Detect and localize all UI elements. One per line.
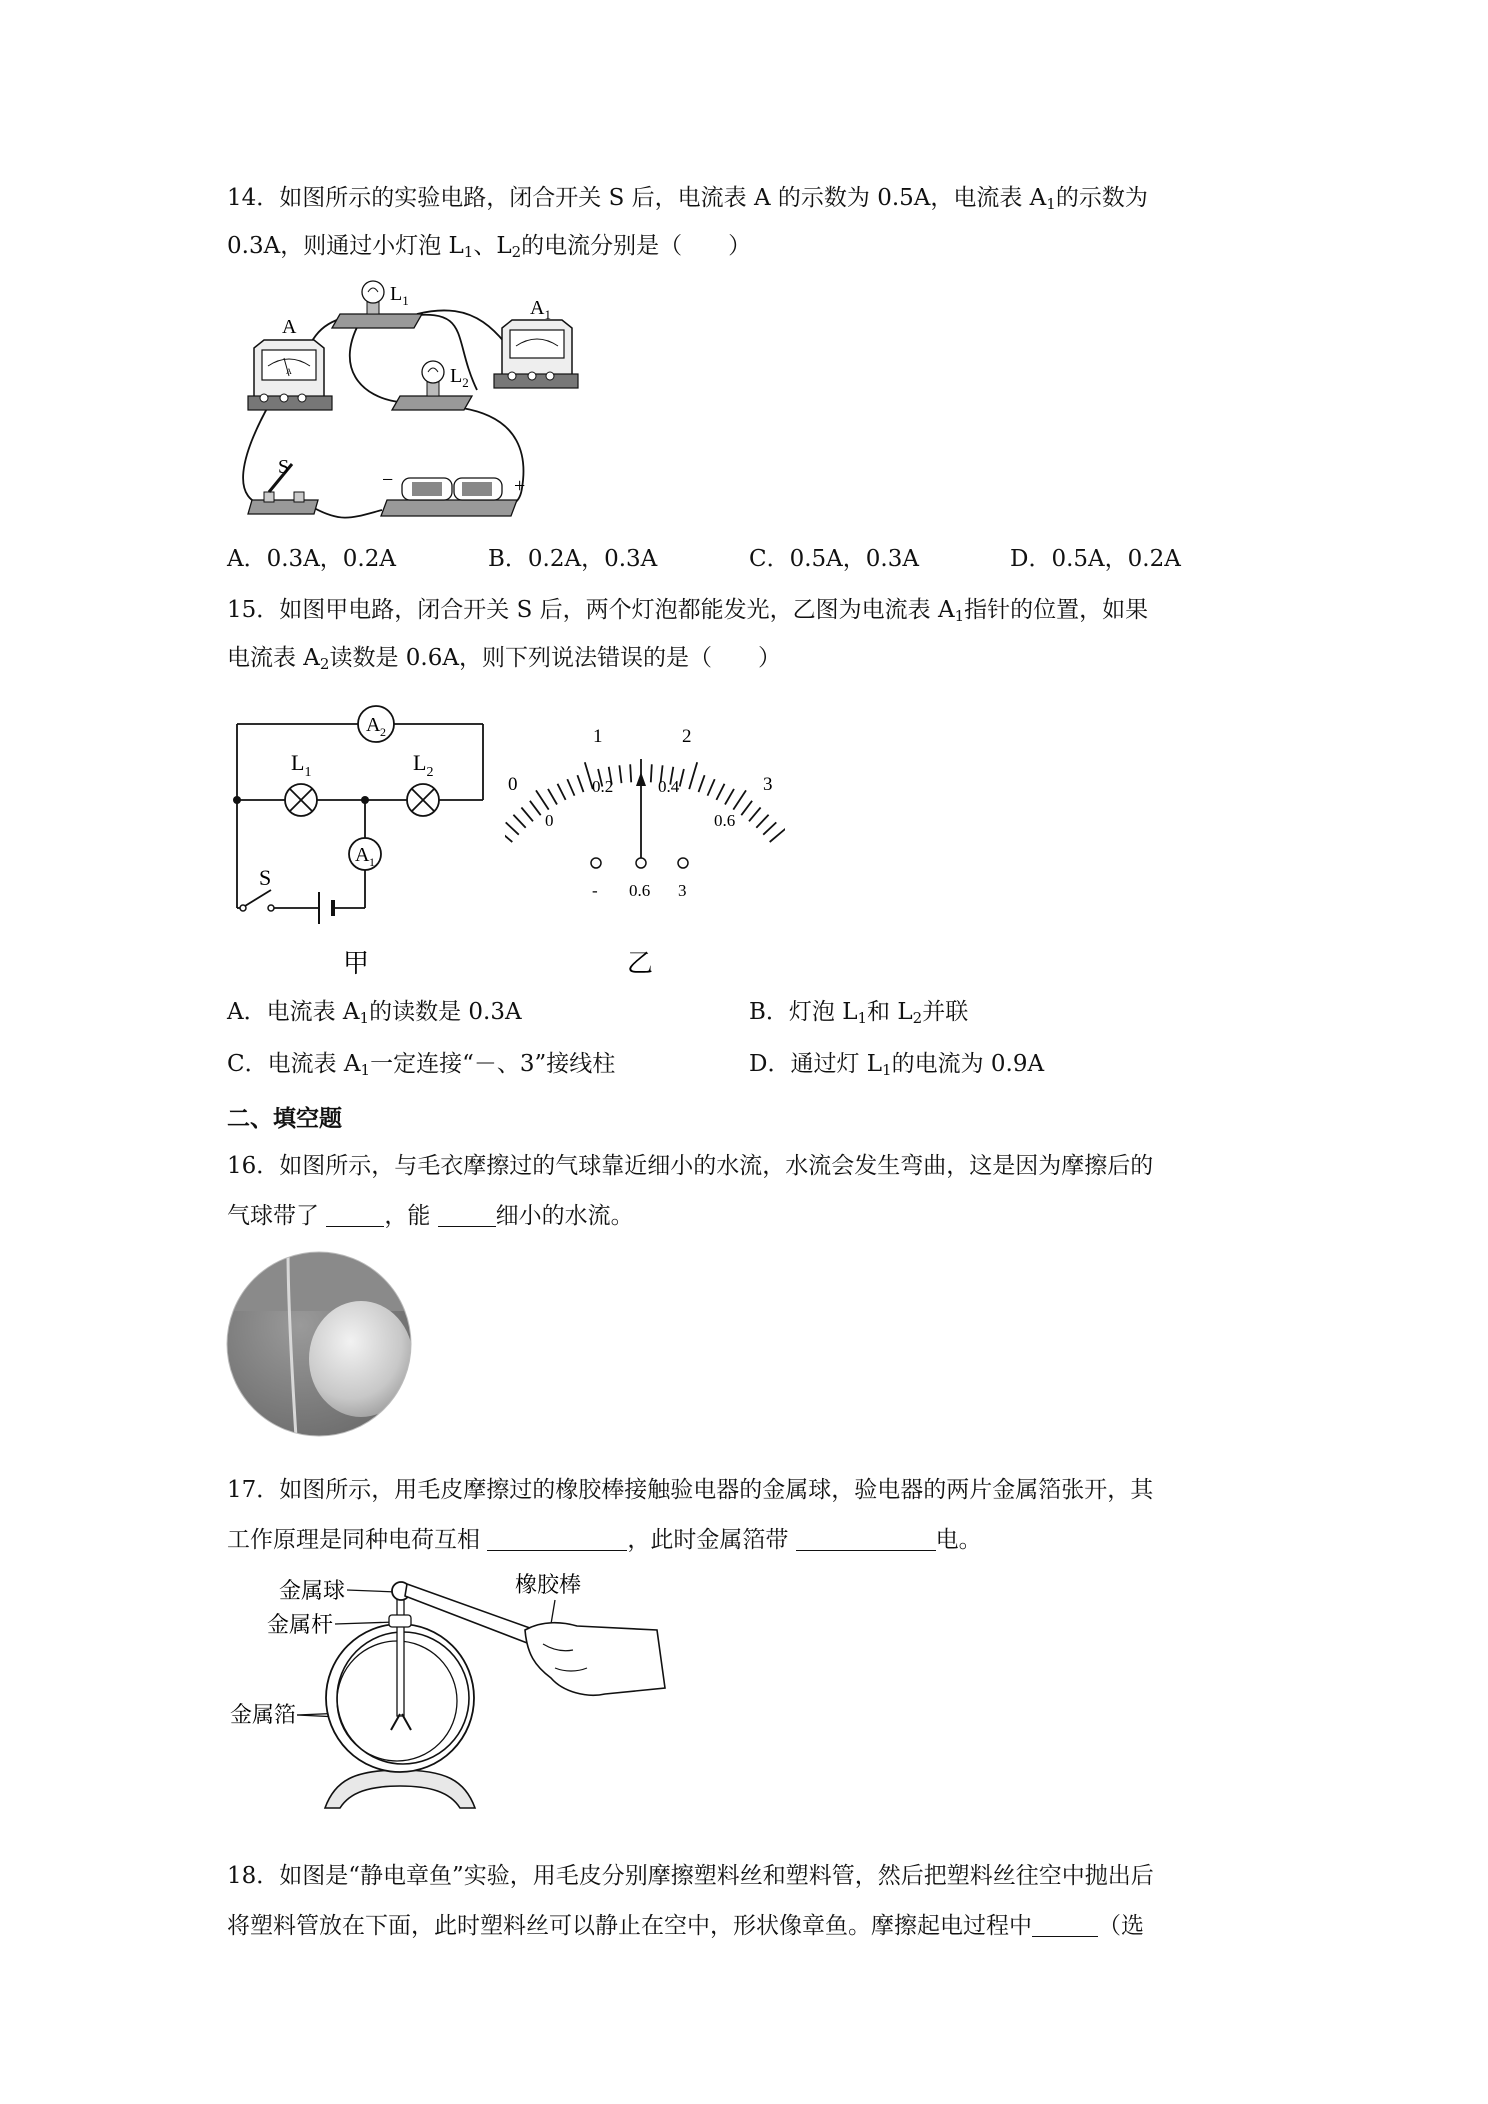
meter-tick xyxy=(521,808,533,822)
q14-text: 0.3A，则通过小灯泡 L xyxy=(227,233,464,259)
meter-tick xyxy=(651,764,652,782)
terminal-label: 0.6 xyxy=(629,881,651,900)
svg-text:1: 1 xyxy=(369,855,375,869)
q14-text: 14．如图所示的实验电路，闭合开关 S 后，电流表 A 的示数为 0.5A，电流表 A xyxy=(227,185,1047,211)
q15-stem-line2 xyxy=(227,642,781,674)
q16-blank-2[interactable] xyxy=(438,1202,496,1227)
q15-meter-figure xyxy=(505,720,785,980)
q15-option-c[interactable]: C．电流表 $A_1$一定连接“－、3”接线柱 xyxy=(227,1051,616,1079)
meter-bottom-tick: 0.4 xyxy=(658,777,680,796)
terminal-3 xyxy=(678,858,688,868)
meter-tick xyxy=(733,790,746,809)
q15-option-b[interactable]: B．灯泡 $L_1$和 $L_2$并联 xyxy=(749,999,969,1027)
svg-text:A: A xyxy=(366,714,381,736)
q14-circuit-figure xyxy=(222,278,582,530)
q18-stem-line1: 18．如图是“静电章鱼”实验，用毛皮分别摩擦塑料丝和塑料管，然后把塑料丝往空中抛出后 xyxy=(227,1863,1154,1889)
scale-letter: A xyxy=(286,367,292,376)
hand-icon xyxy=(525,1623,665,1695)
q14-option-c[interactable]: C．0.5A，0.3A xyxy=(749,546,919,572)
lamp-l1-label: $L_1$ xyxy=(390,283,409,308)
junction-dot xyxy=(361,796,369,804)
meter-tick xyxy=(558,784,566,800)
switch-label: S xyxy=(278,456,290,478)
q14-sub: 2 xyxy=(511,243,522,261)
q15-circuit-figure xyxy=(225,700,505,980)
ammeter-a2-icon xyxy=(358,706,394,742)
q14-stem-line1 xyxy=(227,182,1148,214)
svg-text:A: A xyxy=(355,844,370,866)
meter-tick xyxy=(630,764,631,782)
terminal-label: - xyxy=(592,881,598,900)
meter-tick xyxy=(689,762,697,789)
meter-tick xyxy=(536,790,549,809)
q14-text: 、L xyxy=(473,233,512,259)
meter-tick xyxy=(680,769,684,787)
q14-option-d[interactable]: D．0.5A，0.2A xyxy=(1010,546,1181,572)
q18-blank-1[interactable] xyxy=(1032,1912,1098,1937)
meter-top-tick: 1 xyxy=(593,726,603,747)
meter-top-tick: 3 xyxy=(763,774,773,795)
meter-tick xyxy=(506,822,519,834)
q16-stem-line2: 气球带了 ，能 细小的水流。 xyxy=(227,1203,634,1229)
q16-stem-line1: 16．如图所示，与毛衣摩擦过的气球靠近细小的水流，水流会发生弯曲，这是因为摩擦后的 xyxy=(227,1153,1154,1179)
lamp-l2-label: $L_2$ xyxy=(450,365,469,390)
label-metal-foil: 金属箔 xyxy=(230,1702,297,1727)
q16-balloon-photo xyxy=(226,1251,412,1437)
meter-bottom-tick: 0.2 xyxy=(592,777,614,796)
q15-sub: 2 xyxy=(319,655,330,673)
q17-blank-2[interactable] xyxy=(796,1526,936,1551)
q14-stem-line2 xyxy=(227,230,751,262)
battery-holder-icon xyxy=(381,478,517,516)
q14-option-b[interactable]: B．0.2A，0.3A xyxy=(488,546,658,572)
q14-option-a[interactable]: A．0.3A，0.2A xyxy=(227,546,396,572)
meter-tick xyxy=(577,775,583,792)
meter-tick xyxy=(567,779,574,796)
meter-tick xyxy=(741,801,752,815)
svg-text:2: 2 xyxy=(380,725,386,739)
meter-caption: 乙 xyxy=(627,949,654,978)
meter-top-tick: 0 xyxy=(508,774,518,795)
meter-bottom-tick: 0 xyxy=(545,811,554,830)
electroscope-stand xyxy=(325,1770,475,1808)
q14-sub: 1 xyxy=(1046,195,1056,213)
q14-sub: 1 xyxy=(463,243,474,261)
meter-tick xyxy=(548,789,557,805)
q17-blank-1[interactable] xyxy=(487,1526,627,1551)
terminal-minus xyxy=(591,858,601,868)
meter-tick xyxy=(763,822,776,834)
meter-bottom-tick: 0.6 xyxy=(714,811,736,830)
q18-stem-line2: 将塑料管放在下面，此时塑料丝可以静止在空中，形状像章鱼。摩擦起电过程中 （选 xyxy=(227,1913,1144,1939)
q16-blank-1[interactable] xyxy=(326,1202,384,1227)
q14-text: 的电流分别是（ ） xyxy=(521,233,752,259)
circuit-switch-label: S xyxy=(259,865,272,890)
ammeter-a-label: A xyxy=(282,316,297,338)
lamp-l2-icon xyxy=(407,784,439,816)
q15-sub: 1 xyxy=(954,607,965,625)
q15-option-a[interactable]: A．电流表 $A_1$的读数是 0.3A xyxy=(227,999,522,1027)
meter-tick xyxy=(756,815,768,828)
meter-tick xyxy=(708,779,715,796)
battery-minus-label: − xyxy=(382,469,394,491)
terminal-label: 3 xyxy=(678,881,687,900)
terminal-0-6 xyxy=(636,858,646,868)
label-metal-rod: 金属杆 xyxy=(267,1612,334,1637)
q15-stem-line1 xyxy=(227,594,1148,626)
circuit-caption: 甲 xyxy=(343,949,370,978)
q17-electroscope-figure xyxy=(225,1570,685,1820)
q17-stem-line2: 工作原理是同种电荷互相 ，此时金属箔带 电。 xyxy=(227,1527,982,1553)
meter-tick xyxy=(699,775,705,792)
label-rubber-rod: 橡胶棒 xyxy=(515,1572,582,1597)
q15-option-d[interactable]: D．通过灯 $L_1$的电流为 0.9A xyxy=(749,1051,1045,1079)
ammeter-a1-icon xyxy=(349,838,381,870)
meter-tick xyxy=(749,808,761,822)
junction-dot xyxy=(233,796,241,804)
circuit-l2-label: $L_2$ xyxy=(413,750,434,780)
meter-tick xyxy=(530,801,541,815)
circuit-l1-label: $L_1$ xyxy=(291,750,312,780)
meter-tick xyxy=(619,765,621,783)
battery-plus-label: + xyxy=(514,475,526,497)
section-heading: 二、填空题 xyxy=(227,1106,342,1132)
q15-text: 读数是 0.6A，则下列说法错误的是（ ） xyxy=(329,645,781,671)
ammeter-a1-icon xyxy=(494,320,578,388)
q15-text: 指针的位置，如果 xyxy=(964,597,1149,623)
q15-text: 15．如图甲电路，闭合开关 S 后，两个灯泡都能发光，乙图为电流表 A xyxy=(227,597,955,623)
label-metal-ball: 金属球 xyxy=(279,1578,346,1603)
meter-top-tick: 2 xyxy=(682,726,692,747)
q14-text: 的示数为 xyxy=(1055,185,1148,211)
q17-stem-line1: 17．如图所示，用毛皮摩擦过的橡胶棒接触验电器的金属球，验电器的两片金属箔张开，其 xyxy=(227,1477,1154,1503)
q15-text: 电流表 A xyxy=(227,645,320,671)
lamp-l1-icon xyxy=(285,784,317,816)
meter-tick xyxy=(725,789,734,805)
ammeter-a1-label: $A_1$ xyxy=(530,297,551,322)
meter-tick xyxy=(716,784,724,800)
meter-tick xyxy=(513,815,525,828)
